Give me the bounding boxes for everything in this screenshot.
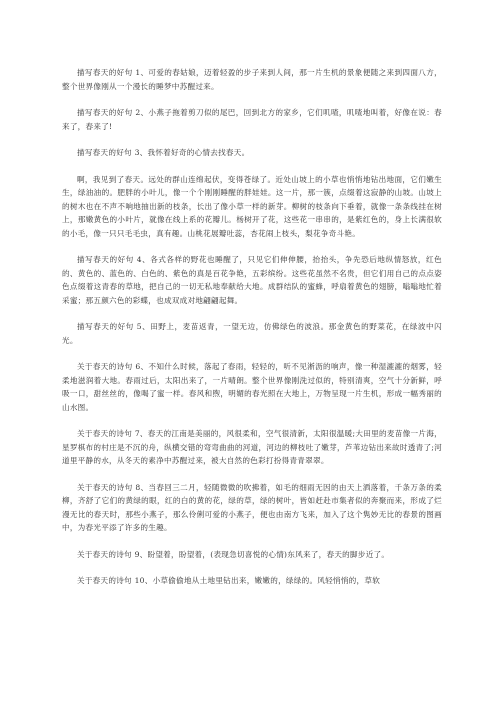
paragraph-2: 描写春天的好句 2、小燕子拖着剪刀似的尾巴，回到北方的家乡，它们叽喳，叽喳地叫着，好像在说：春来了，春来了! — [62, 108, 442, 131]
paragraph-1: 描写春天的好句 1、可爱的春姑娘，迈着轻盈的步子来到人间，那一片生机的景象便随之来到四面八方，整个世界像刚从一个漫长的睡梦中苏醒过来。 — [62, 68, 442, 91]
paragraph-3: 描写春天的好句 3、我怀着好奇的心情去找春天。 — [77, 148, 250, 157]
paragraph-5: 描写春天的好句 4、各式各样的野花也睡醒了，只见它们伸伸腰，抬抬头，争先恐后地纵情怒放，红色的、黄色的、蓝色的、白色的、紫色的真是百花争艳，五彩缤纷。这些花虽然不名贵，但它们用自己的点点姿色点缀着这青春的草地，把自己的一切无私地奉献给大地。成群结队的蜜蜂，呼扇着黄色的翅膀，嗡嗡地忙着采蜜；那五颜六色的彩蝶，也成双成对地翩翩起舞。 — [62, 255, 442, 305]
paragraph-4: 啊，我见到了春天。远处的群山连绵起伏，变得苍绿了。近处山坡上的小草也悄悄地钻出地面，它们嫩生生，绿油油的。肥胖的小叶儿，像一个个刚刚睡醒的胖娃娃。这一片，那一簇，点缀着这寂静的山坡。山坡上的树木也在不声不响地抽出新的枝条，长出了像小草一样的新芽。柳树的枝条向下垂着，就像一条条线挂在树上，那嫩黄色的小叶片，就像在线上系的花瓣儿。杨树开了花，这些花一串串的，是紫红色的，身上长满很软的小毛，像一只只毛毛虫，真有趣。山桃花展瓣吐蕊，杏花闹上枝头，梨花争奇斗艳。 — [62, 174, 442, 238]
paragraph-10: 关于春天的诗句 9、盼望着，盼望着，(表现急切喜悦的心情)东风来了，春天的脚步近了。 — [77, 549, 390, 559]
paragraph-9: 关于春天的诗句 8、当春回三二月，轻随微微的吹拂着，如毛的细雨无因的由天上洒落着，千条万条的柔柳，齐舒了它们的黄绿的眼，红的白的黄的花，绿的草，绿的树叶，皆如赶赴市集者似的奔聚而来，形成了烂漫无比的春天时，那些小燕子，那么伶俐可爱的小燕子，便也由南方飞来，加入了这个隽妙无比的春景的图画中，为春光平添了许多的生趣。 — [62, 482, 442, 532]
paragraph-11: 关于春天的诗句 10、小草偷偷地从土地里钻出来，嫩嫩的，绿绿的。风轻悄悄的，草软 — [77, 576, 381, 585]
paragraph-7: 关于春天的诗句 6、不知什么时候，落起了春雨，轻轻的，听不见淅沥的响声，像一种湿漉漉的烟雾，轻柔地滋润着大地。春雨过后，太阳出来了，一片晴朗。整个世界像刚洗过似的，特别清爽，空气十分新鲜，呼吸一口，甜丝丝的，像喝了蜜一样。春风和煦，明媚的春光照在大地上，万物呈现一片生机，形成一幅秀丽的山水图。 — [62, 362, 442, 412]
paragraph-8: 关于春天的诗句 7、春天的江南是美丽的，风很柔和，空气很清新，太阳很温暖;大田里的麦苗像一片海，星罗棋布的村庄是不沉的舟，纵横交错的弯弯曲曲的河道，河边的柳枝吐了嫩芽，芦苇边钻出来故时透青了;河道里平静的水，从冬天的素净中苏醒过来，被大自然的色彩打扮得青青翠翠。 — [62, 429, 442, 465]
paragraph-6: 描写春天的好句 5、田野上，麦苗返青，一望无边，仿佛绿色的波浪。那金黄色的野菜花，在绿波中闪光。 — [62, 322, 442, 345]
